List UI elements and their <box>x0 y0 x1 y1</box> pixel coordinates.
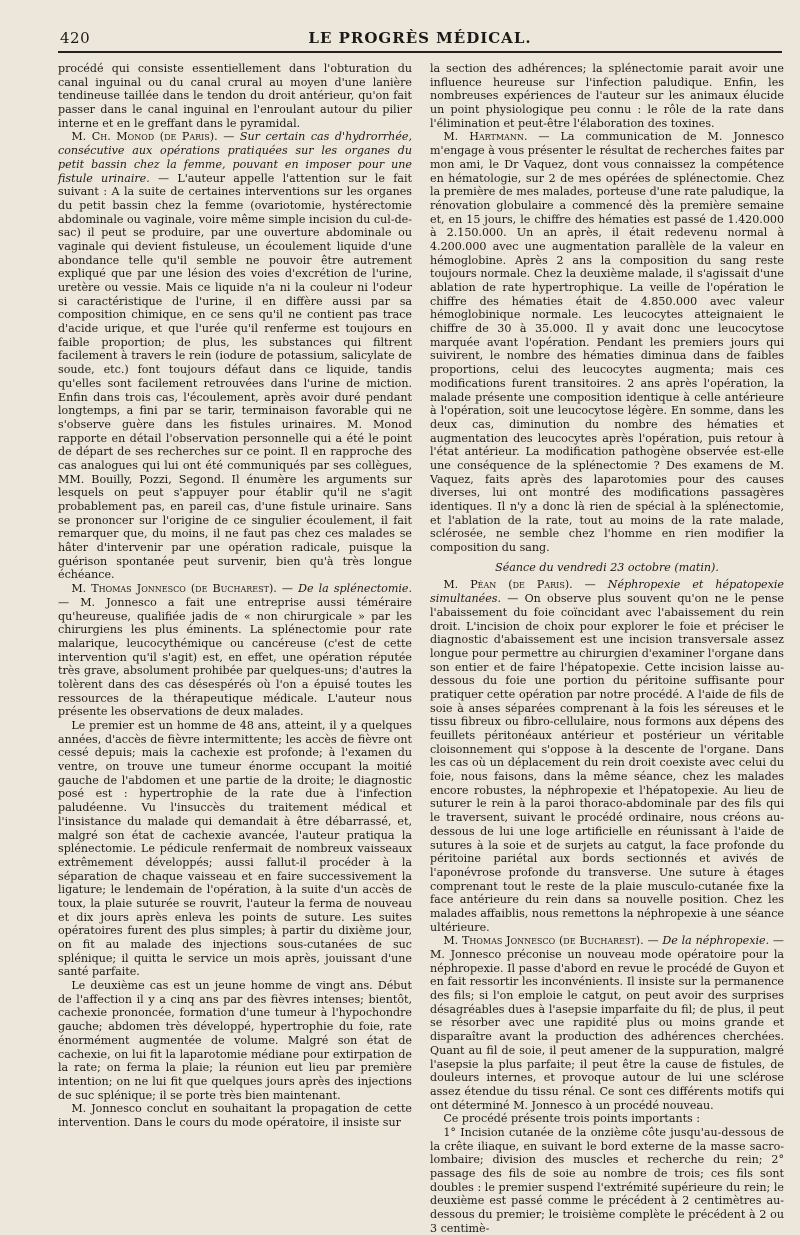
paragraph: la section des adhérences; la splénectomie parait avoir une influence heureuse sur l'infection paludique. Enfin, les nombreuses expériences de l'auteur sur les animaux élucide un point physiologique peu connu : le rôle de la rate dans l'élimination et peut-être l'élaboration des toxines. <box>430 62 784 130</box>
communication-text: On observe plus souvent qu'on ne le pense l'abaissement du foie coïncidant avec l'abaissement du rein droit. L'incision de choix pour explorer le foie et préciser le diagnostic d'abaissement est une incision transversale assez longue pour permettre au chirurgien d'examiner l'organe dans son entier et de faire l'hépatopexie. Cette incision laisse au-dessous du foie une portion du péritoine suffisante pour pratiquer cette opération par notre procédé. A l'aide de fils de soie à anses séparées comprenant à la fois les séreuses et le tissu fibreux ou fibro-cellulaire, nous formons aux dépens des feuillets péritonéaux antérieur et postérieur un véritable cloisonnement qui s'oppose à la descente de l'organe. Dans les cas où un déplacement du rein droit coexiste avec celui du foie, nous faisons, dans la même séance, chez les malades encore robustes, la néphropexie et l'hépatopexie. Au lieu de suturer le rein à la paroi thoraco-abdominale par des fils qui le traversent, suivant le procédé ordinaire, nous créons au-dessous de lui une loge artificielle en réunissant à l'aide de sutures à la soie et de surjets au catgut, la face profonde du péritoine pariétal aux bords sectionnés et avivés de l'aponévrose profonde du transverse. Une suture à étages comprenant tout le reste de la plaie musculo-cutanée fixe la face antérieure du rein dans sa nouvelle position. Chez les malades affaiblis, nous remettons la néphropexie à une séance ultérieure. <box>430 592 784 934</box>
communication-title: De la néphropexie. <box>662 934 770 948</box>
author: M. Hartmann. <box>443 130 528 144</box>
communication-text: L'auteur appelle l'attention sur le fait suivant : A la suite de certaines interventions sur les organes du petit bassin chez la femme (ovariotomie, hystérectomie abdominale ou vaginale, voire même simple incision du cul-de-sac) il peut se produire, par une ouverture abdominale ou vaginale qui devient fistuleuse, un écoulement liquide d'une abondance telle qu'il semble ne pouvoir être autrement expliqué que par une lésion des voies d'excrétion de l'urine, uretère ou vessie. Mais ce liquide n'a ni la couleur ni l'odeur si caractéristique de l'urine, il en diffère aussi par sa composition chimique, en ce sens qu'il ne contient pas trace d'acide urique, et que l'urée qu'il renferme est toujours en faible proportion; de plus, les substances qui filtrent facilement à travers le rein (iodure de potassium, salicylate de soude, etc.) font toujours défaut dans ce liquide, tandis qu'elles sont facilement retrouvées dans l'urine de miction. Enfin dans trois cas, l'écoulement, après avoir duré pendant longtemps, a fini par se tarir, terminaison favorable qui ne s'observe guère dans les fistules urinaires. M. Monod rapporte en détail l'observation personnelle qui a été le point de départ de ses recherches sur ce point. Il en rapproche des cas analogues qui lui ont été communiqués par ses collègues, MM. Bouilly, Pozzi, Segond. Il énumère les arguments sur lesquels on peut s'appuyer pour établir qu'il ne s'agit probablement pas, en pareil cas, d'une fistule urinaire. Sans se prononcer sur l'origine de ce singulier écoulement, il fait remarquer que, du moins, il ne faut pas chez ces malades se hâter d'intervenir par une opération radicale, puisque la guérison spontanée peut survenir, bien qu'à très longue échéance. <box>58 171 412 582</box>
communication-jonnesco-splenectomie: M. Thomas Jonnesco (de Bucharest). — De la splénectomie. — M. Jonnesco a fait une entreprise aussi téméraire qu'heureuse, qualifiée jadis de « non chirurgicale » par les chirurgiens les plus éminents. La splénectomie pour rate malarique, leucocythémique ou cancéreuse (c'est de cette intervention qu'il s'agit) est, en effet, une opération réputée très grave, absolument prohibée par quelques-uns; d'autres la tolèrent dans des cas désespérés où l'on a épuisé toutes les ressources de la thérapeutique médicale. L'auteur nous présente les observations de deux malades. <box>58 582 412 719</box>
paragraph: M. Jonnesco conclut en souhaitant la propagation de cette intervention. Dans le cours du mode opératoire, il insiste sur <box>58 1102 412 1129</box>
paragraph: Ce procédé présente trois points importants : <box>443 1112 701 1126</box>
paragraph: Le premier est un homme de 48 ans, atteint, il y a quelques années, d'accès de fièvre intermittente; les accès de fièvre ont cessé depuis; mais la cachexie est profonde; à l'examen du ventre, on trouve une tumeur énorme occupant la moitié gauche de l'abdomen et une partie de la droite; le diagnostic posé est : hypertrophie de la rate due à l'infection paludéenne. Vu l'insuccès du traitement médical et l'insistance du malade qui demandait à être débarrassé, et, malgré son état de cachexie avancée, l'auteur pratiqua la splénectomie. Le pédicule renfermait de nombreux vaisseaux extrêmement développés; aussi fallut-il procéder à la séparation de chaque vaisseau et en faire successivement la ligature; le lendemain de l'opération, à la suite d'un accès de toux, la plaie suturée se rouvrit, l'auteur la ferma de nouveau et dix jours après enleva les points de suture. Les suites opératoires furent des plus simples; à partir du dixième jour, on fit au malade des injections sous-cutanées de suc splénique; il quitta le service un mois après, jouissant d'une santé parfaite. <box>58 719 412 979</box>
communication-jonnesco-nephropexie: M. Thomas Jonnesco (de Bucharest). — De la néphropexie. — M. Jonnesco préconise un nouveau mode opératoire pour la néphropexie. Il passe d'abord en revue le procédé de Guyon et en fait ressortir les inconvénients. Il insiste sur la permanence des fils; si l'on emploie le catgut, on peut avoir des surprises désagréables dues à l'asepsie imparfaite du fil; de plus, il peut se résorber avec une rapidité plus ou moins grande et disparaître avant la production des adhérences cherchées. Quant au fil de soie, il peut amener de la suppuration, malgré l'asepsie la plus parfaite; il peut être la cause de fistules, de douleurs internes, et provoque autour de lui une sclérose assez étendue du tissu rénal. Ce sont ces différents motifs qui ont déterminé M. Jonnesco à un procédé nouveau. <box>430 934 784 1112</box>
communication-hartmann: M. Hartmann. — La communication de M. Jonnesco m'engage à vous présenter le résultat de recherches faites par mon ami, le Dr Vaquez, dont vous connaissez la compétence en hématologie, sur 2 de mes opérées de splénectomie. Chez la première de mes malades, porteuse d'une rate paludique, la rénovation globulaire a commencé dès la première semaine et, en 15 jours, le chiffre des hématies est passé de 1.420.000 à 2.150.000. Un an après, il était redevenu normal à 4.200.000 avec une augmentation parallèle de la valeur en hémoglobine. Après 2 ans la composition du sang reste toujours normale. Chez la deuxième malade, il s'agissait d'une ablation de rate hypertrophique. La veille de l'opération le chiffre des hématies était de 4.850.000 avec valeur hémoglobinique normale. Les leucocytes atteignaient le chiffre de 30 à 35.000. Il y avait donc une leucocytose marquée avant l'opération. Pendant les premiers jours qui suivirent, le nombre des hématies diminua dans de faibles proportions, celui des leucocytes augmenta; mais ces modifications furent transitoires. 2 ans après l'opération, la malade présente une composition identique à celle antérieure à l'opération, soit une leucocytose légère. En somme, dans les deux cas, diminution du nombre des hématies et augmentation des leucocytes après l'opération, puis retour à l'état antérieur. La modification pathogène observée est-elle une conséquence de la splénectomie ? Des examens de M. Vaquez, faits après des laparotomies pour des causes diverses, lui ont montré des modifications passagères identiques. Il n'y a donc là rien de spécial à la splénectomie, et l'ablation de la rate, tout au moins de la rate malade, sclérosée, ne semble chez l'homme en rien modifier la composition du sang. <box>430 130 784 555</box>
communication-title: Sur certain cas d'hydrorrhée, consécutive aux opérations pratiquées sur les organes du petit bassin chez la femme, pouvant en imposer pour une fistule urinaire. <box>58 130 412 185</box>
paragraph: 1° Incision cutanée de la onzième côte jusqu'au-dessous de la crête iliaque, en suivant le bord externe de la masse sacro-lombaire; division des muscles et recherche du rein; 2° passage des fils de soie au nombre de trois; ces fils sont doubles : le premier suspend l'extrémité supérieure du rein; le deuxième est passé comme le précédent à 2 centimètres au-dessous du premier; le troisième complète le précédent à 2 ou 3 centimè- <box>430 1125 784 1235</box>
running-title: LE PROGRÈS MÉDICAL. <box>308 29 532 47</box>
communication-title: Néphropexie et hépatopexie simultanées. <box>430 578 784 606</box>
communication-monod: M. Ch. Monod (de Paris). — Sur certain cas d'hydrorrhée, consécutive aux opérations pratiquées sur les organes du petit bassin chez la femme, pouvant en imposer pour une fistule urinaire. — L'auteur appelle l'attention sur le fait suivant : A la suite de certaines interventions sur les organes du petit bassin chez la femme (ovariotomie, hystérectomie abdominale ou vaginale, voire même simple incision du cul-de-sac) il peut se produire, par une ouverture abdominale ou vaginale qui devient fistuleuse, un écoulement liquide d'une abondance telle qu'il semble ne pouvoir être autrement expliqué que par une lésion des voies d'excrétion de l'urine, uretère ou vessie. Mais ce liquide n'a ni la couleur ni l'odeur si caractéristique de l'urine, il en diffère aussi par sa composition chimique, en ce sens qu'il ne contient pas trace d'acide urique, et que l'urée qu'il renferme est toujours en faible proportion; de plus, les substances qui filtrent facilement à travers le rein (iodure de potassium, salicylate de soude, etc.) font toujours défaut dans ce liquide, tandis qu'elles sont facilement retrouvées dans l'urine de miction. Enfin dans trois cas, l'écoulement, après avoir duré pendant longtemps, a fini par se tarir, terminaison favorable qui ne s'observe guère dans les fistules urinaires. M. Monod rapporte en détail l'observation personnelle qui a été le point de départ de ses recherches sur ce point. Il en rapproche des cas analogues qui lui ont été communiqués par ses collègues, MM. Bouilly, Pozzi, Segond. Il énumère les arguments sur lesquels on peut s'appuyer pour établir qu'il ne s'agit probablement pas, en pareil cas, d'une fistule urinaire. Sans se prononcer sur l'origine de ce singulier écoulement, il fait remarquer que, du moins, il ne faut pas chez ces malades se hâter d'intervenir par une opération radicale, puisque la guérison spontanée peut survenir, bien qu'à très longue échéance. <box>58 130 412 582</box>
paragraph: Le deuxième cas est un jeune homme de vingt ans. Début de l'affection il y a cinq ans par des fièvres intenses; bientôt, cachexie prononcée, formation d'une tumeur à l'hypochondre gauche; abdomen très développé, hypertrophie du foie, rate énormément augmentée de volume. Malgré son état de cachexie, on lui fit la laparotomie médiane pour extirpation de la rate; on ferma la plaie; la réunion eut lieu par première intention; on ne lui fit que quelques jours après des injections de suc splénique; il se porte très bien maintenant. <box>58 979 412 1102</box>
communication-pean: M. Péan (de Paris). — Néphropexie et hépatopexie simultanées. — On observe plus souvent qu'on ne le pense l'abaissement du foie coïncidant avec l'abaissement du rein droit. L'incision de choix pour explorer le foie et préciser le diagnostic d'abaissement est une incision transversale assez longue pour permettre au chirurgien d'examiner l'organe dans son entier et de faire l'hépatopexie. Cette incision laisse au-dessous du foie une portion du péritoine suffisante pour pratiquer cette opération par notre procédé. A l'aide de fils de soie à anses séparées comprenant à la fois les séreuses et le tissu fibreux ou fibro-cellulaire, nous formons aux dépens des feuillets péritonéaux antérieur et postérieur un véritable cloisonnement qui s'oppose à la descente de l'organe. Dans les cas où un déplacement du rein droit coexiste avec celui du foie, nous faisons, dans la même séance, chez les malades encore robustes, la néphropexie et l'hépatopexie. Au lieu de suturer le rein à la paroi thoraco-abdominale par des fils qui le traversent, suivant le procédé ordinaire, nous créons au-dessous de lui une loge artificielle en réunissant à l'aide de sutures à la soie et de surjets au catgut, la face profonde du péritoine pariétal aux bords sectionnés et avivés de l'aponévrose profonde du transverse. Une suture à étages comprenant tout le reste de la plaie musculo-cutanée fixe la face antérieure du rein dans sa nouvelle position. Chez les malades affaiblis, nous remettons la néphropexie à une séance ultérieure. <box>430 578 784 934</box>
author: M. Ch. Monod (de Paris). <box>71 130 218 144</box>
communication-text: M. Jonnesco préconise un nouveau mode opératoire pour la néphropexie. Il passe d'abord en revue le procédé de Guyon et en fait ressortir les inconvénients. Il insiste sur la permanence des fils; si l'on emploie le catgut, on peut avoir des surprises désagréables dues à l'asepsie imparfaite du fil; de plus, il peut se résorber avec une rapidité plus ou moins grande et disparaître avant la production des adhérences cherchées. Quant au fil de soie, il peut amener de la suppuration, malgré l'asepsie la plus parfaite; il peut être la cause de fistules, de douleurs internes, et provoque autour de lui une sclérose assez étendue du tissu rénal. Ce sont ces différents motifs qui ont déterminé M. Jonnesco à un procédé nouveau. <box>430 948 784 1112</box>
author: M. Thomas Jonnesco (de Bucharest). <box>71 582 277 596</box>
communication-text: La communication de M. Jonnesco m'engage à vous présenter le résultat de recherches faites par mon ami, le Dr Vaquez, dont vous connaissez la compétence en hématologie, sur 2 de mes opérées de splénectomie. Chez la première de mes malades, porteuse d'une rate paludique, la rénovation globulaire a commencé dès la première semaine et, en 15 jours, le chiffre des hématies est passé de 1.420.000 à 2.150.000. Un an après, il était redevenu normal à 4.200.000 avec une augmentation parallèle de la valeur en hémoglobine. Après 2 ans la composition du sang reste toujours normale. Chez la deuxième malade, il s'agissait d'une ablation de rate hypertrophique. La veille de l'opération le chiffre des hématies était de 4.850.000 avec valeur hémoglobinique normale. Les leucocytes atteignaient le chiffre de 30 à 35.000. Il y avait donc une leucocytose marquée avant l'opération. Pendant les premiers jours qui suivirent, le nombre des hématies diminua dans de faibles proportions, celui des leucocytes augmenta; mais ces modifications furent transitoires. 2 ans après l'opération, la malade présente une composition identique à celle antérieure à l'opération, soit une leucocytose légère. En somme, dans les deux cas, diminution du nombre des hématies et augmentation des leucocytes après l'opération, puis retour à l'état antérieur. La modification pathogène observée est-elle une conséquence de la splénectomie ? Des examens de M. Vaquez, faits après des laparotomies pour des causes diverses, lui ont montré des modifications passagères identiques. Il n'y a donc là rien de spécial à la splénectomie, et l'ablation de la rate, tout au moins de la rate malade, sclérosée, ne semble chez l'homme en rien modifier la composition du sang. <box>430 130 784 555</box>
session-heading: Séance du vendredi 23 octobre (matin). <box>495 560 719 574</box>
paragraph: procédé qui consiste essentiellement dans l'obturation du canal inguinal ou du canal crural au moyen d'une lanière tendineuse taillée dans le tendon du droit antérieur, qu'on fait passer dans le canal inguinal en l'enroulant autour du pilier interne et en le greffant dans le pyramidal. <box>58 62 412 130</box>
left-column <box>58 62 412 1129</box>
right-column <box>430 62 784 1235</box>
communication-title: De la splénectomie. <box>298 582 412 596</box>
author: M. Péan (de Paris). <box>443 578 573 592</box>
page-header <box>58 27 782 53</box>
page-number: 420 <box>60 29 91 47</box>
author: M. Thomas Jonnesco (de Bucharest). <box>443 934 644 948</box>
communication-text: M. Jonnesco a fait une entreprise aussi téméraire qu'heureuse, qualifiée jadis de « non chirurgicale » par les chirurgiens les plus éminents. La splénectomie pour rate malarique, leucocythémique ou cancéreuse (c'est de cette intervention qu'il s'agit) est, en effet, une opération réputée très grave, absolument prohibée par quelques-uns; d'autres la tolèrent dans des cas désespérés où l'on a épuisé toutes les ressources de la thérapeutique médicale. L'auteur nous présente les observations de deux malades. <box>58 595 412 719</box>
